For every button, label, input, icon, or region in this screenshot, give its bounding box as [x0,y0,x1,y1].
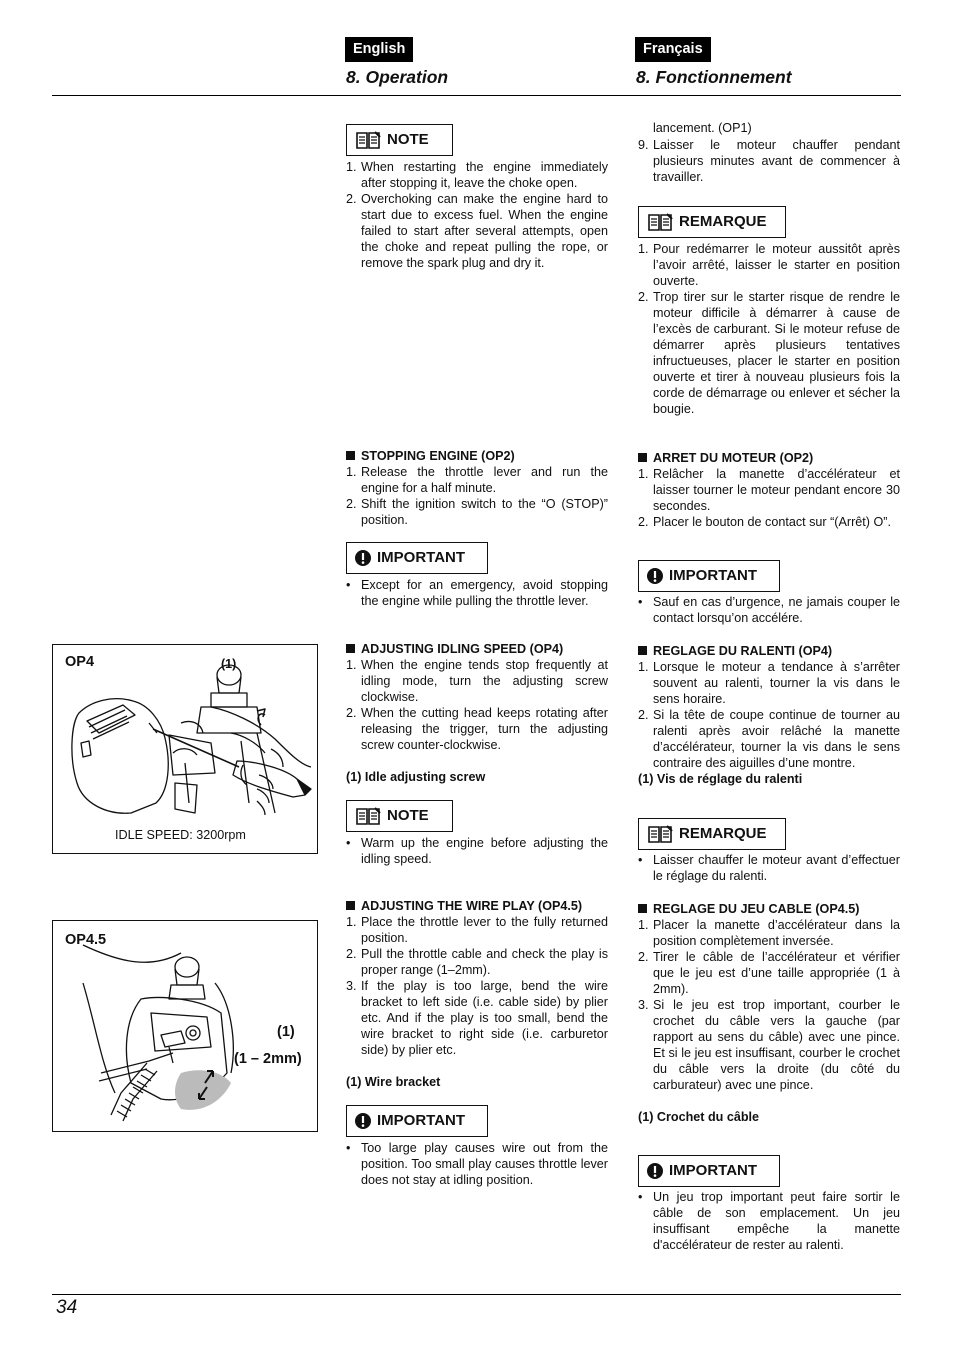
list-item: 2. Placer le bouton de contact sur “(Arrêt) O”. [638,515,891,529]
list-item: • Too large play causes wire out from the position. Too small play causes throttle lever does not stay at idling position. [346,1141,608,1187]
section-title-en: 8. Operation [346,67,449,87]
idle-screw-illustration [61,663,313,823]
note-book-icon [355,806,381,826]
footer-rule [52,1294,901,1295]
note-book-icon [647,212,673,232]
remarque-box-2 [638,818,786,850]
section-title-fr: 8. Fonctionnement [636,67,792,87]
list-item: lancement. (OP1) [653,121,752,135]
list-item: 1. Place the throttle lever to the fully returned position. [346,915,608,945]
important-list-fr-2 [638,1189,900,1253]
list-item: 1. When restarting the engine immediately after stopping it, leave the choke open. [346,160,608,190]
note-box-2 [346,800,453,832]
exclamation-icon [647,1163,663,1179]
lang-tag-francais: Français [635,37,711,62]
exclamation-icon [647,568,663,584]
note-label: NOTE [387,131,429,148]
list-item: 2. Si la tête de coupe continue de tourner au ralenti après avoir relâché la manette d’accélérateur, tourner la vis dans le sens contraire des aiguilles d’une montre. [638,708,900,770]
remarque-label: REMARQUE [679,213,767,230]
list-item: • Un jeu trop important peut faire sortir le câble de son emplacement. Un jeu insuffisant empêche la manette d'accélérateur de rester au ralenti. [638,1190,900,1252]
section-heading: REGLAGE DU RALENTI (OP4) [638,643,900,659]
figure-caption: (1) Idle adjusting screw [346,770,486,784]
list-item: • Except for an emergency, avoid stopping the engine while pulling the throttle lever. [346,578,608,608]
wire-bracket-illustration [81,943,241,1129]
important-label: IMPORTANT [669,567,758,584]
page-number: 34 [56,1297,78,1318]
note-label: NOTE [387,807,429,824]
important-list-2 [346,1140,608,1188]
list-item: 1. When the engine tends stop frequently at idling mode, turn the adjusting screw clockwise. [346,658,608,704]
figure-caption: (1) Vis de réglage du ralenti [638,772,803,786]
jeu-cable-section [638,901,900,1125]
list-item: 2. Overchoking can make the engine hard to start due to excess fuel. When the engine failed to start after several attempts, open the choke and repeat pulling the rope, or remove the spark plug and dry it. [346,192,608,270]
note-box-1 [346,124,453,156]
figure-op45 [52,920,318,1132]
list-item: 1. Pour redémarrer le moteur aussitôt après l’avoir arrêté, laisser le starter en position ouverte. [638,242,900,288]
figure-caption: (1) Wire bracket [346,1075,441,1089]
note-book-icon [355,130,381,150]
list-item: 1. Lorsque le moteur a tendance à s’arrêter souvent au ralenti, tourner la vis dans le sens horaire. [638,660,900,706]
french-column [638,120,900,1252]
list-item: • Warm up the engine before adjusting the idling speed. [346,836,608,866]
important-box-2 [346,1105,488,1137]
list-item: 2. Trop tirer sur le starter risque de rendre le moteur difficile à démarrer à cause de l’excès de carburant. Si le moteur refuse de démarrer après plusieurs tentatives infructueuses, placer le starter en position ouverte et tirer à nouveau plusieurs fois la corde de démarrage ou enlever et sécher la bougie. [638,290,900,416]
ralenti-section [638,643,900,787]
remarque-list-2 [638,852,900,884]
remarque-box-1 [638,206,786,238]
figure-op45-callout-1: (1) [277,1024,295,1040]
important-list-fr-1 [638,594,900,626]
section-heading: REGLAGE DU JEU CABLE (OP4.5) [638,901,900,917]
idling-speed-section [346,641,608,785]
figure-op4 [52,644,318,854]
intro-list [638,120,900,185]
header-rule [52,95,901,96]
section-heading: STOPPING ENGINE (OP2) [346,448,608,464]
important-label: IMPORTANT [669,1162,758,1179]
list-item: 3. If the play is too large, bend the wire bracket to left side (i.e. cable side) by plier etc. And if the play is too small, bend the wire bracket to right side (i.e. carburetor side) by plier etc. [346,979,608,1057]
list-item: 2. Tirer le câble de l’accélérateur et vérifier que le jeu est d’une taille appropriée (1 à 2mm). [638,950,900,996]
figure-op4-label: OP4 [65,654,95,670]
important-box-fr-2 [638,1155,780,1187]
remarque-label: REMARQUE [679,825,767,842]
exclamation-icon [355,1113,371,1129]
figure-op4-caption: IDLE SPEED: 3200rpm [115,828,246,842]
important-label: IMPORTANT [377,549,466,566]
arret-moteur-section [638,450,900,530]
list-item: 2. When the cutting head keeps rotating after releasing the trigger, turn the adjusting screw counter-clockwise. [346,706,608,752]
remarque-list-1 [638,241,900,417]
figure-op45-label: OP4.5 [65,932,107,948]
list-item: 2. Pull the throttle cable and check the play is proper range (1–2mm). [346,947,608,977]
important-label: IMPORTANT [377,1112,466,1129]
list-item: 9. Laisser le moteur chauffer pendant plusieurs minutes avant de commencer à travailler. [638,138,900,184]
important-box-fr-1 [638,560,780,592]
list-item: • Laisser chauffer le moteur avant d’effectuer le réglage du ralenti. [638,853,900,883]
note-list-1 [346,159,608,271]
list-item: 1. Release the throttle lever and run the engine for a half minute. [346,465,608,495]
figure-op4-callout: (1) [221,657,237,671]
important-list-1 [346,577,608,609]
stopping-engine-section [346,448,608,528]
note-list-2 [346,835,608,867]
exclamation-icon [355,550,371,566]
lang-tag-english: English [345,37,413,62]
note-book-icon [647,824,673,844]
list-item: 1. Placer la manette d’accélérateur dans la position complètement inversée. [638,918,900,948]
list-item: 1. Relâcher la manette d’accélérateur et laisser tourner le moteur pendant encore 30 secondes. [638,467,900,513]
english-column [346,124,608,1187]
list-item: 2. Shift the ignition switch to the “O (STOP)” position. [346,497,608,527]
list-item: 3. Si le jeu est trop important, courber le crochet du câble vers la gauche (par rapport au sens du câble) avec une pince. Et si le jeu est insuffisant, courber le crochet du câble vers la droite (du côté du carburateur) avec une pince. [638,998,900,1092]
important-box-1 [346,542,488,574]
figure-caption: (1) Crochet du câble [638,1110,760,1124]
figure-op45-callout-2: (1 – 2mm) [234,1051,302,1067]
wire-play-section [346,898,608,1090]
section-heading: ADJUSTING IDLING SPEED (OP4) [346,641,608,657]
list-item: • Sauf en cas d’urgence, ne jamais couper le contact lorsqu’on accélére. [638,595,900,625]
section-heading: ARRET DU MOTEUR (OP2) [638,450,900,466]
section-heading: ADJUSTING THE WIRE PLAY (OP4.5) [346,898,608,914]
